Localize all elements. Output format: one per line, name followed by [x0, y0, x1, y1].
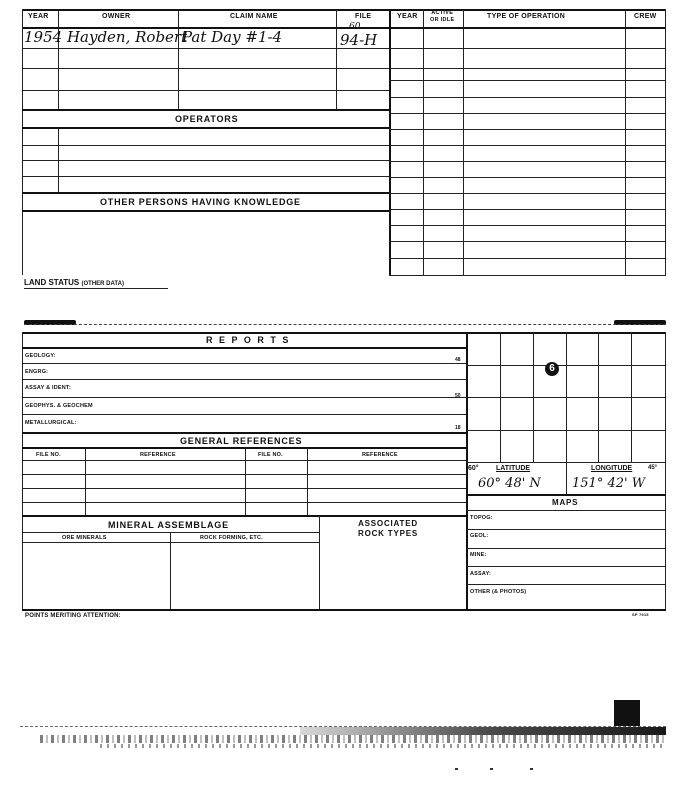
header-year: YEAR: [28, 13, 49, 20]
land-status-sub: (OTHER DATA): [81, 281, 124, 287]
longitude-value: 151° 42' W: [572, 476, 646, 491]
gr-header-file-no-1: FILE NO.: [36, 452, 61, 458]
report-assay: ASSAY & IDENT:: [25, 385, 71, 391]
report-geology-num: 48: [455, 357, 461, 363]
report-geology: GEOLOGY:: [25, 353, 56, 359]
owner-entry: 1954 Hayden, Robert: [24, 28, 188, 46]
header-crew: CREW: [634, 13, 657, 20]
report-engrg: ENGRG:: [25, 369, 49, 375]
maps-geol: GEOL:: [470, 533, 489, 539]
maps-other: OTHER (& PHOTOS): [470, 589, 527, 595]
lon-suffix: 45°: [648, 465, 658, 471]
file-mark: 60: [349, 22, 361, 32]
report-metallurgical-num: 18: [455, 425, 461, 431]
maps-title: MAPS: [552, 498, 579, 507]
grid-marker: 6: [545, 362, 559, 376]
longitude-label: LONGITUDE: [591, 465, 633, 472]
file-entry: 94-H: [340, 31, 378, 49]
land-status-text: LAND STATUS: [24, 278, 80, 287]
claim-entry: Pat Day #1-4: [182, 28, 283, 46]
header-owner: OWNER: [102, 13, 131, 20]
gr-header-reference-2: REFERENCE: [362, 452, 398, 458]
associated-rock-types: ASSOCIATED ROCK TYPES: [358, 519, 419, 538]
header-active-idle: ACTIVE OR IDLE: [430, 10, 455, 23]
maps-assay: ASSAY:: [470, 571, 492, 577]
report-geophys: GEOPHYS. & GEOCHEM: [25, 403, 93, 409]
land-status-label: [24, 278, 124, 287]
operators-title: OPERATORS: [175, 114, 239, 124]
rock-forming-label: ROCK FORMING, ETC.: [200, 535, 263, 541]
general-references-title: GENERAL REFERENCES: [180, 436, 303, 446]
points-meriting-attention: POINTS MERITING ATTENTION:: [25, 613, 121, 619]
latitude-value: 60° 48' N: [478, 476, 541, 491]
header-type-of-operation: TYPE OF OPERATION: [487, 13, 566, 20]
reports-title: R E P O R T S: [206, 335, 291, 345]
lat-prefix: 60°: [468, 465, 479, 472]
report-assay-num: 50: [455, 393, 461, 399]
header-year-right: YEAR: [397, 13, 418, 20]
maps-mine: MINE:: [470, 552, 487, 558]
report-metallurgical: METALLURGICAL:: [25, 420, 77, 426]
maps-topog: TOPOG:: [470, 515, 493, 521]
header-claim-name: CLAIM NAME: [230, 13, 278, 20]
gr-header-reference-1: REFERENCE: [140, 452, 176, 458]
latitude-label: LATITUDE: [496, 465, 531, 472]
ore-minerals-label: ORE MINERALS: [62, 535, 107, 541]
form-number: SP 7915: [632, 612, 649, 617]
header-file: FILE: [355, 13, 372, 20]
knowledge-title: OTHER PERSONS HAVING KNOWLEDGE: [100, 197, 301, 207]
gr-header-file-no-2: FILE NO.: [258, 452, 283, 458]
mineral-assemblage-title: MINERAL ASSEMBLAGE: [108, 520, 229, 530]
